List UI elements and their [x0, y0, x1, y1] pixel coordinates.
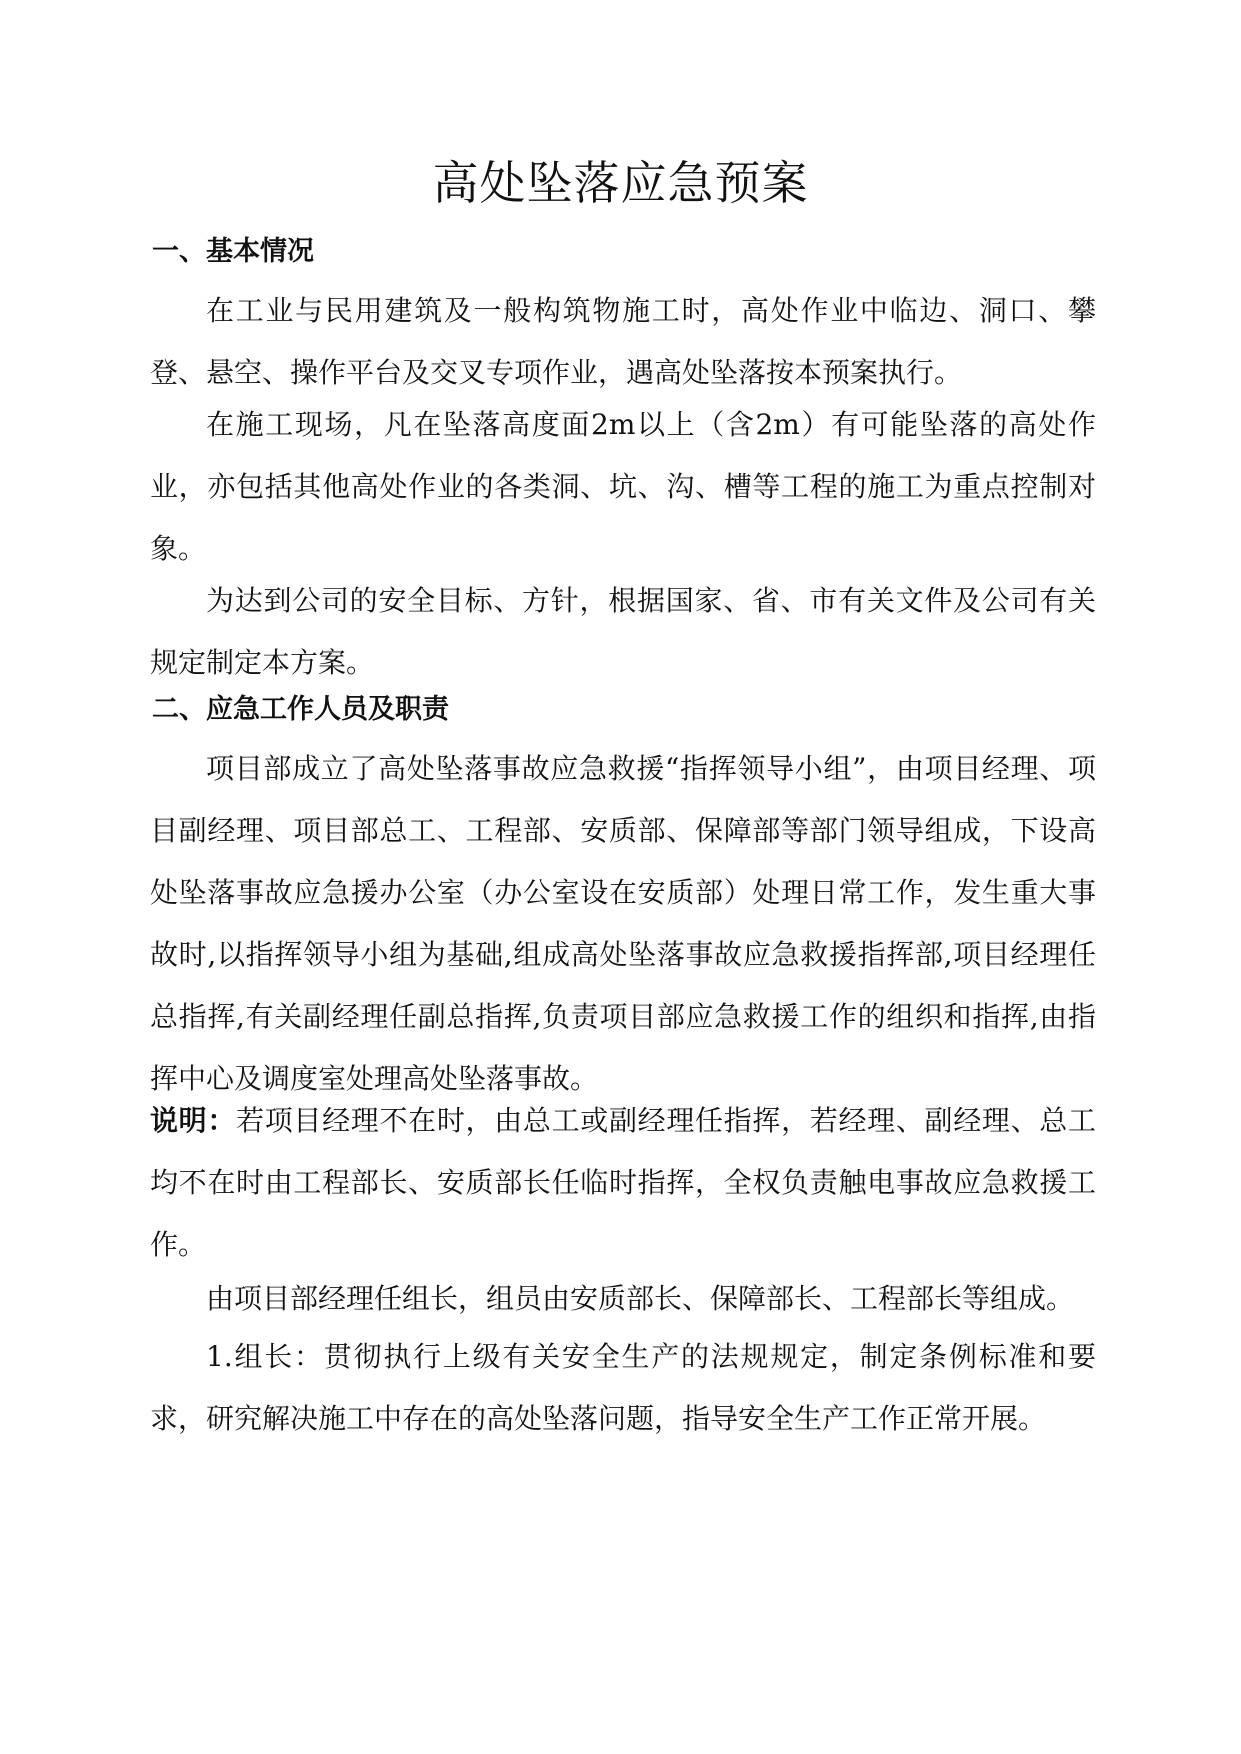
paragraph-leader-duty: 1.组长：贯彻执行上级有关安全生产的法规规定，制定条例标准和要求，研究解决施工中存在的高处坠落问题，指导安全生产工作正常开展。	[150, 1340, 1096, 1435]
paragraph-control-objects: 在施工现场，凡在坠落高度面2m以上（含2m）有可能坠落的高处作业，亦包括其他高处作业的各类洞、坑、沟、槽等工程的施工为重点控制对象。	[150, 408, 1096, 565]
section-heading-basic-info: 一、基本情况	[152, 236, 314, 267]
section-heading-emergency-staff: 二、应急工作人员及职责	[152, 694, 449, 725]
paragraph-scope: 在工业与民用建筑及一般构筑物施工时，高处作业中临边、洞口、攀登、悬空、操作平台及交叉专项作业，遇高处坠落按本预案执行。	[150, 294, 1096, 389]
note-text: 若项目经理不在时，由总工或副经理任指挥，若经理、副经理、总工均不在时由工程部长、安质部长任临时指挥，全权负责触电事故应急救援工作。	[150, 1104, 1096, 1261]
paragraph-group-members: 由项目部经理任组长，组员由安质部长、保障部长、工程部长等组成。	[206, 1282, 1075, 1315]
document-title: 高处坠落应急预案	[432, 156, 809, 210]
paragraph-purpose: 为达到公司的安全目标、方针，根据国家、省、市有关文件及公司有关规定制定本方案。	[150, 584, 1096, 679]
paragraph-command-group: 项目部成立了高处坠落事故应急救援“指挥领导小组”，由项目经理、项目副经理、项目部总工、工程部、安质部、保障部等部门领导组成，下设高处坠落事故应急援办公室（办公室设在安质部）处理日常工作，发生重大事故时,以指挥领导小组为基础,组成高处坠落事故应急救援指挥部,项目经理任总指挥,有关副经理任副总指挥,负责项目部应急救援工作的组织和指挥,由指挥中心及调度室处理高处坠落事故。	[150, 752, 1096, 1095]
note-label: 说明：	[150, 1104, 237, 1137]
paragraph-note	[150, 1090, 1096, 1276]
